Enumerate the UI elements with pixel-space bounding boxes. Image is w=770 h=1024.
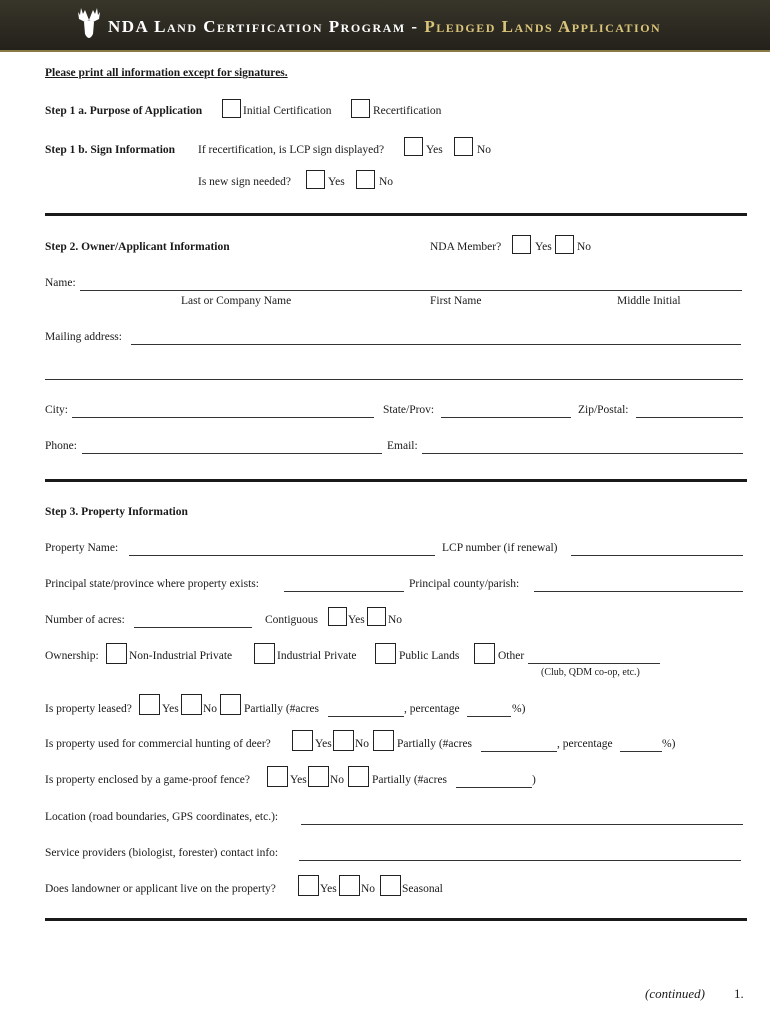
commercial-no-checkbox[interactable] <box>333 730 354 751</box>
commercial-yes-checkbox[interactable] <box>292 730 313 751</box>
commercial-partially-label: Partially (#acres <box>397 738 473 750</box>
commercial-partially-checkbox[interactable] <box>373 730 394 751</box>
ownership-other-label: Other <box>498 650 525 662</box>
step3-label: Step 3. Property Information <box>45 506 188 518</box>
section-divider <box>45 918 747 921</box>
leased-partially-checkbox[interactable] <box>220 694 241 715</box>
leased-no-label: No <box>203 703 218 715</box>
contiguous-yes-label: Yes <box>348 614 365 626</box>
new-sign-question: Is new sign needed? <box>198 176 291 188</box>
section-divider <box>45 479 747 482</box>
sign-displayed-no-label: No <box>477 144 492 156</box>
contiguous-no-checkbox[interactable] <box>367 607 386 626</box>
email-label: Email: <box>387 440 418 452</box>
step1a-label: Step 1 a. Purpose of Application <box>45 105 203 117</box>
middle-initial-caption: Middle Initial <box>617 295 681 307</box>
header-banner <box>0 0 770 52</box>
principal-county-label: Principal county/parish: <box>409 578 520 590</box>
zip-field[interactable] <box>636 417 743 418</box>
commercial-yes-label: Yes <box>315 738 332 750</box>
zip-label: Zip/Postal: <box>578 404 629 416</box>
recertification-checkbox[interactable] <box>351 99 370 118</box>
new-sign-yes-label: Yes <box>328 176 345 188</box>
new-sign-no-checkbox[interactable] <box>356 170 375 189</box>
intro-text: Please print all information except for signatures. <box>45 67 288 79</box>
page-title <box>108 17 661 37</box>
section-divider <box>45 213 747 216</box>
phone-field[interactable] <box>82 453 382 454</box>
ownership-industrial-checkbox[interactable] <box>254 643 275 664</box>
deer-head-icon <box>76 6 102 44</box>
initial-certification-checkbox[interactable] <box>222 99 241 118</box>
leased-acres-field[interactable] <box>328 716 404 717</box>
enclosed-acres-field[interactable] <box>456 787 532 788</box>
nda-member-no-label: No <box>577 241 592 253</box>
property-name-field[interactable] <box>129 555 435 556</box>
title-sub: Pledged Lands Application <box>424 17 662 36</box>
nda-member-no-checkbox[interactable] <box>555 235 574 254</box>
phone-label: Phone: <box>45 440 77 452</box>
leased-percentage-field[interactable] <box>467 716 511 717</box>
ownership-other-checkbox[interactable] <box>474 643 495 664</box>
commercial-percentage-label: , percentage <box>557 738 613 750</box>
continued-note: (continued) <box>645 986 705 1001</box>
first-name-caption: First Name <box>430 295 482 307</box>
new-sign-yes-checkbox[interactable] <box>306 170 325 189</box>
leased-percent-close: %) <box>512 703 526 715</box>
city-field[interactable] <box>72 417 374 418</box>
property-name-label: Property Name: <box>45 542 119 554</box>
enclosed-partially-checkbox[interactable] <box>348 766 369 787</box>
sign-displayed-yes-checkbox[interactable] <box>404 137 423 156</box>
commercial-acres-field[interactable] <box>481 751 557 752</box>
live-on-property-question: Does landowner or applicant live on the property? <box>45 883 276 895</box>
enclosed-no-checkbox[interactable] <box>308 766 329 787</box>
nda-member-question: NDA Member? <box>430 241 502 253</box>
nda-member-yes-checkbox[interactable] <box>512 235 531 254</box>
sign-displayed-question: If recertification, is LCP sign displayed? <box>198 144 385 156</box>
principal-county-field[interactable] <box>534 591 743 592</box>
live-seasonal-label: Seasonal <box>402 883 443 895</box>
lcp-number-label: LCP number (if renewal) <box>442 542 558 554</box>
email-field[interactable] <box>422 453 743 454</box>
step2-label: Step 2. Owner/Applicant Information <box>45 241 230 253</box>
ownership-public-label: Public Lands <box>399 650 460 662</box>
ownership-other-note: (Club, QDM co-op, etc.) <box>541 667 640 678</box>
enclosed-yes-checkbox[interactable] <box>267 766 288 787</box>
enclosed-close-paren: ) <box>532 774 536 786</box>
contiguous-no-label: No <box>388 614 403 626</box>
state-label: State/Prov: <box>383 404 435 416</box>
commercial-hunting-question: Is property used for commercial hunting of deer? <box>45 738 271 750</box>
leased-question: Is property leased? <box>45 703 132 715</box>
enclosed-no-label: No <box>330 774 345 786</box>
name-field[interactable] <box>80 290 742 291</box>
live-yes-label: Yes <box>320 883 337 895</box>
leased-yes-checkbox[interactable] <box>139 694 160 715</box>
mailing-address-label: Mailing address: <box>45 331 122 343</box>
step1b-label: Step 1 b. Sign Information <box>45 144 176 156</box>
enclosed-partially-label: Partially (#acres <box>372 774 448 786</box>
enclosed-question: Is property enclosed by a game-proof fence? <box>45 774 250 786</box>
sign-displayed-yes-label: Yes <box>426 144 443 156</box>
ownership-public-checkbox[interactable] <box>375 643 396 664</box>
nda-member-yes-label: Yes <box>535 241 552 253</box>
commercial-percent-close: %) <box>662 738 676 750</box>
last-name-caption: Last or Company Name <box>181 295 292 307</box>
enclosed-yes-label: Yes <box>290 774 307 786</box>
page-number: 1. <box>734 986 744 1001</box>
acres-field[interactable] <box>134 627 252 628</box>
recertification-label: Recertification <box>373 105 442 117</box>
title-main: NDA Land Certification Program - <box>108 17 425 36</box>
principal-state-field[interactable] <box>284 591 404 592</box>
ownership-industrial-label: Industrial Private <box>277 650 357 662</box>
live-no-checkbox[interactable] <box>339 875 360 896</box>
leased-yes-label: Yes <box>162 703 179 715</box>
ownership-nonindustrial-checkbox[interactable] <box>106 643 127 664</box>
location-label: Location (road boundaries, GPS coordinates, etc.): <box>45 811 279 823</box>
leased-no-checkbox[interactable] <box>181 694 202 715</box>
service-providers-field[interactable] <box>299 860 741 861</box>
new-sign-no-label: No <box>379 176 394 188</box>
commercial-percentage-field[interactable] <box>620 751 662 752</box>
location-field[interactable] <box>301 824 743 825</box>
service-providers-label: Service providers (biologist, forester) contact info: <box>45 847 279 859</box>
sign-displayed-no-checkbox[interactable] <box>454 137 473 156</box>
ownership-label: Ownership: <box>45 650 99 662</box>
live-seasonal-checkbox[interactable] <box>380 875 401 896</box>
lcp-number-field[interactable] <box>571 555 743 556</box>
ownership-nonindustrial-label: Non-Industrial Private <box>129 650 233 662</box>
state-field[interactable] <box>441 417 571 418</box>
principal-state-label: Principal state/province where property exists: <box>45 578 259 590</box>
acres-label: Number of acres: <box>45 614 125 626</box>
mailing-address-field-2[interactable] <box>45 379 743 380</box>
live-yes-checkbox[interactable] <box>298 875 319 896</box>
name-label: Name: <box>45 277 76 289</box>
leased-percentage-label: , percentage <box>404 703 460 715</box>
mailing-address-field[interactable] <box>131 344 741 345</box>
contiguous-yes-checkbox[interactable] <box>328 607 347 626</box>
live-no-label: No <box>361 883 376 895</box>
contiguous-label: Contiguous <box>265 614 319 626</box>
initial-certification-label: Initial Certification <box>243 105 332 117</box>
commercial-no-label: No <box>355 738 370 750</box>
ownership-other-field[interactable] <box>528 663 660 664</box>
city-label: City: <box>45 404 69 416</box>
leased-partially-label: Partially (#acres <box>244 703 320 715</box>
